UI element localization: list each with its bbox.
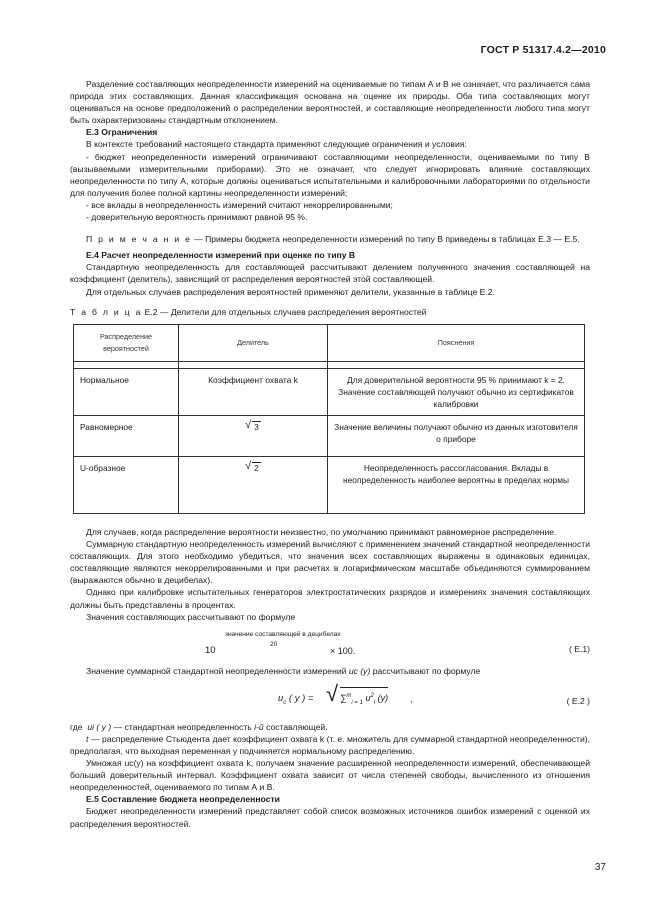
paragraph: В контексте требований настоящего стандарта применяют следующие ограничения и условия: bbox=[86, 139, 467, 150]
divisors-table bbox=[73, 324, 585, 514]
paragraph: Бюджет неопределенности измерений представляет собой список возможных источников ошибок измерений с оценкой их распределения вероятностей. bbox=[70, 806, 590, 829]
sqrt-symbol: √ 2 bbox=[245, 459, 259, 473]
table-cell: U-образное bbox=[74, 456, 179, 513]
list-item: - все вклады в неопределенность измерений считают некоррелированными; bbox=[86, 199, 393, 210]
section-title-e5: Е.5 Составление бюджета неопределенности bbox=[86, 794, 280, 805]
formula-number: ( Е.1) bbox=[568, 643, 590, 654]
table-cell bbox=[179, 415, 328, 456]
where-text: — стандартная неопределенность bbox=[113, 721, 252, 732]
sqrt-symbol: √ 3 bbox=[245, 418, 259, 432]
paragraph bbox=[70, 665, 590, 677]
paragraph: Для отдельных случаев распределения вероятностей применяют делители, указанные в таблице Е.2. bbox=[86, 286, 495, 297]
table-cell: Нормальное bbox=[74, 368, 179, 415]
list-item: - бюджет неопределенности измерений ограничивают составляющими неопределенности, оцениваемыми по типу В (вызываемыми измерительными приборами). Это не означает, что следует игнорировать влияние составляющих неопределенности по типу А, которые должны оцениваться испытательными и калибровочными лабораториями по отдельности для получения более полной картины неопределенности измерений; bbox=[70, 151, 590, 198]
table-header-row bbox=[74, 324, 585, 361]
formula-base: 10 bbox=[205, 644, 216, 656]
table-spacer-row bbox=[74, 361, 585, 368]
formula-multiplier: × 100. bbox=[330, 645, 356, 656]
ui-symbol: ui ( y ) bbox=[87, 721, 112, 732]
table-row bbox=[74, 368, 585, 415]
table-cell bbox=[179, 456, 328, 513]
formula-number: ( Е.2 ) bbox=[566, 695, 590, 706]
table-row bbox=[74, 415, 585, 456]
list-item: - доверительную вероятность принимают равной 95 %. bbox=[86, 212, 308, 223]
formula-e2-radicand: ∑$^m_{i = 1}$ $u^2_i$ (y) bbox=[340, 687, 388, 709]
table-cell: Для доверительной вероятности 95 % принимают k = 2. Значение составляющей получают обычно из сертификатов калибровки bbox=[328, 368, 585, 415]
uc-symbol: uc (y) bbox=[348, 665, 371, 676]
paragraph: Стандартную неопределенность для составляющей рассчитывают делением полученного значения составляющей на коэффициент (делитель), зависящий от распределения вероятностей этой составляющей. bbox=[70, 262, 590, 285]
document-header: ГОСТ Р 51317.4.2—2010 bbox=[480, 44, 606, 56]
table-cell: Значение величины получают обычно из данных изготовителя о приборе bbox=[328, 415, 585, 456]
formula-radical: √ bbox=[326, 680, 339, 706]
table-caption-label: Т а б л и ц а bbox=[70, 306, 143, 317]
sqrt-value: 3 bbox=[254, 421, 259, 432]
paragraph: Значения составляющих рассчитывают по формуле bbox=[86, 611, 296, 622]
page-number: 37 bbox=[594, 862, 606, 873]
table-header-cell: Делитель bbox=[179, 324, 328, 361]
note-text: — Примеры бюджета неопределенности измерений по типу В приведены в таблицах Е.3 — Е.5. bbox=[191, 234, 580, 245]
formula-e2-comma: , bbox=[410, 693, 413, 704]
table-caption bbox=[70, 306, 590, 318]
table-header-cell: Распределение вероятностей bbox=[74, 324, 179, 361]
t-text: — распределение Стьюдента дает коэффициент охвата k (т. е. множитель для суммарной стандартной неопределенности), предполагая, что выходная переменная y подчиняется нормальному распределению. bbox=[70, 733, 591, 756]
paragraph: где ui ( y ) — стандартная неопределенность i-й составляющей. bbox=[70, 721, 328, 732]
i-symbol: i-й bbox=[254, 721, 264, 732]
formula-e2 bbox=[70, 677, 590, 721]
table-cell: Равномерное bbox=[74, 415, 179, 456]
section-title-e4: Е.4 Расчет неопределенности измерений при оценке по типу В bbox=[86, 250, 356, 261]
page-content bbox=[70, 78, 590, 830]
table-row bbox=[74, 456, 585, 513]
paragraph: Умножая uc(y) на коэффициент охвата k, получаем значение расширенной неопределенности измерений, обеспечивающей больший доверительный интервал. Коэффициент охвата зависит от числа степеней свободы, вычисленного из отношения неопределенностей, оцениваемого по типам А и В. bbox=[70, 758, 590, 793]
paragraph bbox=[70, 733, 590, 757]
paragraph: Однако при калибровке испытательных генераторов электростатических разрядов и измерениях значения составляющих должны быть представлены в процентах. bbox=[70, 587, 590, 610]
note bbox=[70, 233, 590, 245]
where-tail: составляющей. bbox=[266, 721, 328, 732]
formula-exponent-denominator: 20 bbox=[270, 640, 278, 648]
table-caption-text: Е.2 — Делители для отдельных случаев распределения вероятностей bbox=[142, 306, 427, 317]
table-cell: Неопределенность рассогласования. Вклады в неопределенность наиболее вероятны в пределах нормы bbox=[328, 456, 585, 513]
formula-e2-lhs: $u_c$ ( y ) = bbox=[278, 692, 314, 706]
table-cell: Коэффициент охвата k bbox=[179, 368, 328, 415]
formula-e1 bbox=[70, 623, 590, 663]
paragraph: Разделение составляющих неопределенности измерений на оцениваемые по типам А и В не означает, что различается сама природа этих составляющих. Данная классификация основана на оценке их природы. Оба типа составляющих могут оцениваться на основе предположений о распределении вероятностей, и составляющие неопределенности любого типа могут быть охарактеризованы стандартным отклонением. bbox=[70, 79, 590, 126]
sqrt-value: 2 bbox=[254, 462, 259, 473]
section-title-e3: Е.3 Ограничения bbox=[86, 127, 158, 138]
t-symbol: t bbox=[86, 733, 89, 744]
formula-exponent-numerator: значение составляющей в децибелах bbox=[225, 630, 341, 638]
paragraph: Для случаев, когда распределение вероятности неизвестно, по умолчанию принимают равномерное распределение. bbox=[86, 526, 557, 537]
note-label: П р и м е ч а н и е bbox=[86, 234, 192, 245]
uc-tail: рассчитывают по формуле bbox=[372, 665, 481, 676]
table-header-cell: Пояснения bbox=[328, 324, 585, 361]
paragraph: Суммарную стандартную неопределенность измерений вычисляют с применением значений стандартной неопределенности составляющих. Для этого необходимо убедиться, что значения всех составляющих выражены в одинаковых единицах, составляющие являются некоррелированными и при расчетах в логарифмическом масштабе объединяются суммированием (выражаются обычно в децибелах). bbox=[70, 539, 590, 586]
uc-text: Значение суммарной стандартной неопределенности измерений bbox=[86, 665, 347, 676]
